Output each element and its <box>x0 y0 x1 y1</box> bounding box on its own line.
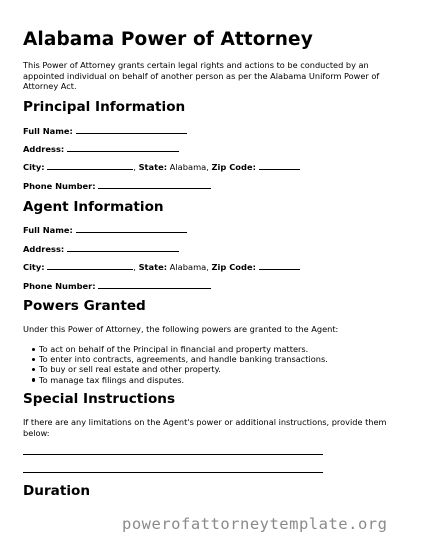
principal-zip-line[interactable] <box>259 161 300 170</box>
principal-full-name-line[interactable] <box>76 125 187 134</box>
agent-full-name-label: Full Name: <box>23 225 73 235</box>
agent-phone-line[interactable] <box>98 280 211 289</box>
principal-phone-field[interactable] <box>23 180 211 191</box>
agent-full-name-field[interactable] <box>23 224 187 235</box>
intro-paragraph: This Power of Attorney grants certain legal rights and actions to be conducted by an appointed individual on behalf of another person as per the Alabama Uniform Power of Attorney Act. <box>23 60 380 91</box>
agent-zip-line[interactable] <box>259 261 300 270</box>
list-item: To buy or sell real estate and other property. <box>32 364 328 374</box>
list-item: To enter into contracts, agreements, and handle banking transactions. <box>32 354 328 364</box>
agent-zip-label: Zip Code: <box>211 262 256 272</box>
agent-city-row: City: , State: Alabama, Zip Code: <box>23 261 300 272</box>
agent-city-label: City: <box>23 262 45 272</box>
agent-phone-field[interactable] <box>23 280 211 291</box>
principal-zip-label: Zip Code: <box>211 162 256 172</box>
principal-city-line[interactable] <box>47 161 133 170</box>
principal-heading: Principal Information <box>23 99 186 115</box>
principal-full-name-label: Full Name: <box>23 126 73 136</box>
powers-intro: Under this Power of Attorney, the following powers are granted to the Agent: <box>23 324 339 334</box>
agent-state-value: Alabama <box>169 262 207 272</box>
agent-address-field[interactable] <box>23 243 179 254</box>
duration-heading: Duration <box>23 483 91 499</box>
agent-state-label: State: <box>138 262 168 272</box>
list-item: To manage tax filings and disputes. <box>32 375 328 385</box>
principal-address-line[interactable] <box>67 143 179 152</box>
principal-phone-label: Phone Number: <box>23 181 96 191</box>
principal-phone-line[interactable] <box>98 180 211 189</box>
principal-state-value: Alabama <box>169 162 207 172</box>
agent-address-line[interactable] <box>67 243 179 252</box>
principal-city-row: City: , State: Alabama, Zip Code: <box>23 161 300 172</box>
powers-heading: Powers Granted <box>23 298 146 314</box>
document-title: Alabama Power of Attorney <box>23 29 313 50</box>
watermark: powerofattorneytemplate.org <box>122 515 388 533</box>
principal-address-field[interactable] <box>23 143 179 154</box>
special-instructions-line-1[interactable] <box>23 454 323 455</box>
agent-full-name-line[interactable] <box>76 224 187 233</box>
principal-full-name-field[interactable] <box>23 125 187 136</box>
special-heading: Special Instructions <box>23 391 176 407</box>
agent-phone-label: Phone Number: <box>23 281 96 291</box>
principal-state-label: State: <box>138 162 168 172</box>
agent-address-label: Address: <box>23 244 65 254</box>
list-item: To act on behalf of the Principal in financial and property matters. <box>32 344 328 354</box>
powers-list <box>23 344 328 385</box>
principal-address-label: Address: <box>23 144 65 154</box>
special-instructions-line-2[interactable] <box>23 472 323 473</box>
agent-heading: Agent Information <box>23 199 164 215</box>
principal-city-label: City: <box>23 162 45 172</box>
special-intro: If there are any limitations on the Agent's power or additional instructions, provide them below: <box>23 417 387 438</box>
agent-city-line[interactable] <box>47 261 133 270</box>
